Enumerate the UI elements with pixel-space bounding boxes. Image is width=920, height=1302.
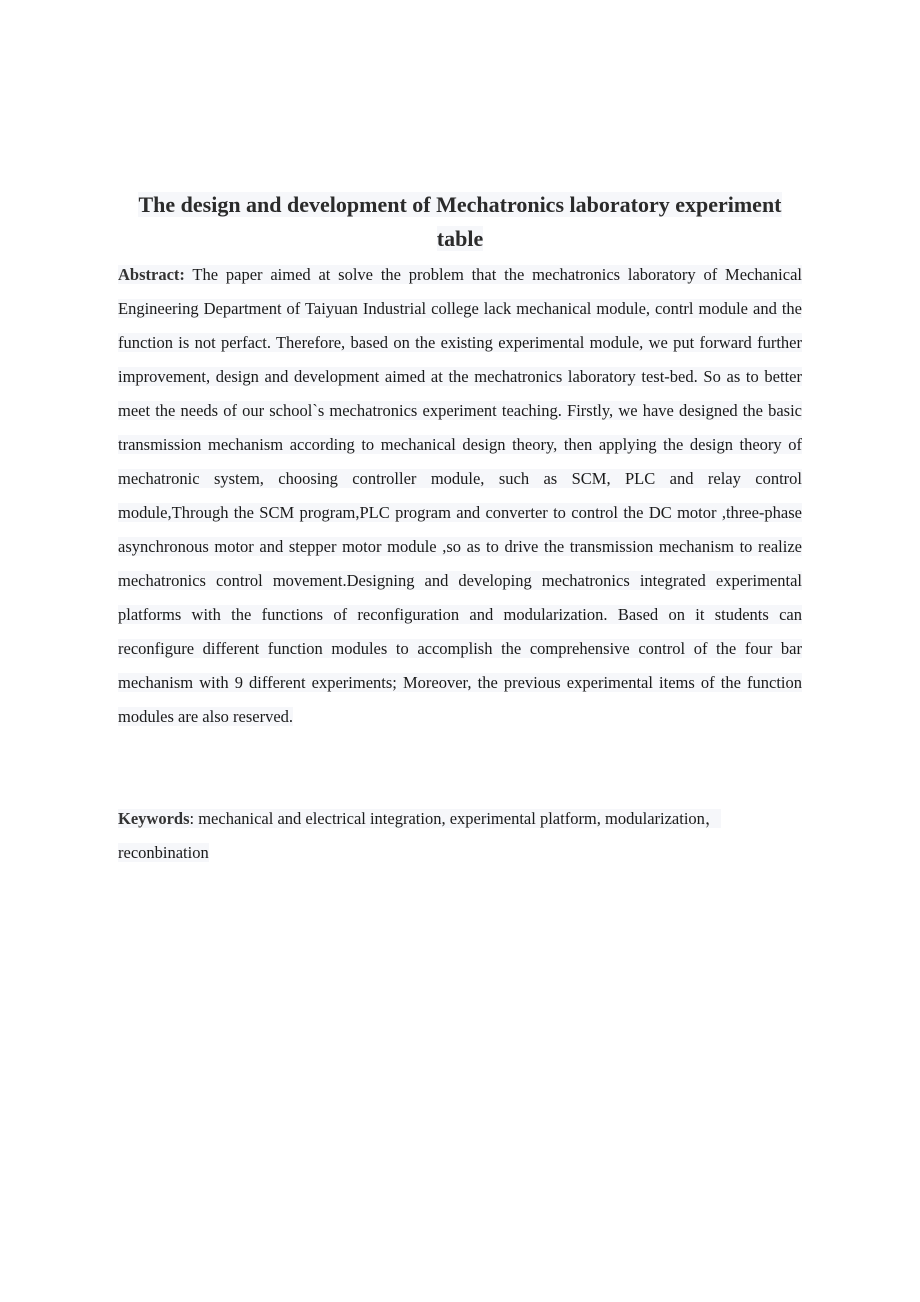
paper-title	[118, 188, 802, 256]
abstract-paragraph	[118, 258, 802, 734]
keywords-label: Keywords	[118, 809, 190, 828]
abstract-label: Abstract:	[118, 265, 185, 284]
abstract-text: The paper aimed at solve the problem that the mechatronics laboratory of Mechanical Engineering Department of Taiyuan Industrial college lack mechanical module, contrl module and the function is not perfact. Therefore, based on the existing experimental module, we put forward further improvement, design and development aimed at the mechatronics laboratory test-bed. So as to better meet the needs of our school`s mechatronics experiment teaching. Firstly, we have designed the basic transmission mechanism according to mechanical design theory, then applying the design theory of mechatronic system, choosing controller module, such as SCM, PLC and relay control module,Through the SCM program,PLC program and converter to control the DC motor ,three-phase asynchronous motor and stepper motor module ,so as to drive the transmission mechanism to realize mechatronics control movement.Designing and developing mechatronics integrated experimental platforms with the functions of reconfiguration and modularization. Based on it students can reconfigure different function modules to accomplish the comprehensive control of the four bar mechanism with 9 different experiments; Moreover, the previous experimental items of the function modules are also reserved.	[118, 265, 803, 726]
paper-title-text: The design and development of Mechatronics laboratory experiment table	[138, 192, 782, 251]
keywords-text: : mechanical and electrical integration, experimental platform, modularization，reconbination	[118, 809, 722, 862]
keywords-paragraph	[118, 802, 802, 870]
